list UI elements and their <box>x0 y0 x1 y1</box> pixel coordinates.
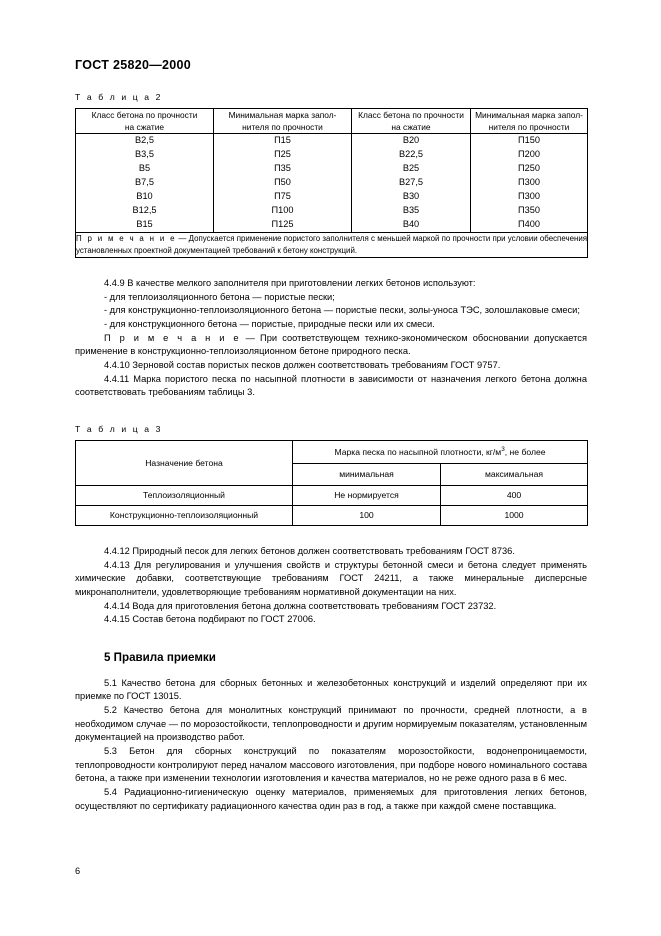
clause-4-4-9-note <box>75 332 587 359</box>
clause-4-4-13: 4.4.13 Для регулирования и улучшения свойств и структуры бетонной смеси и бетона следует применять химические добавки, соответствующие требованиям ГОСТ 24211, а также минеральные дисперсные микронаполнители, удовлетворяющие требованиям нормативной документации на них. <box>75 559 587 597</box>
table2-col2-header-line2: нителя по прочности <box>242 122 323 133</box>
clause-5-3: 5.3 Бетон для сборных конструкций по показателям морозостойкости, водонепроницаемости, теплопроводности контролируют перед началом массового изготовления, при подборе нового номинального состава бетона, а также при изменении технологии изготовления и качества материалов, но не реже одного раза в 6 мес. <box>75 746 587 784</box>
table2-note-label: П р и м е ч а н и е <box>76 234 177 244</box>
clause-4-4-15: 4.4.15 Состав бетона подбирают по ГОСТ 27006. <box>104 614 316 625</box>
table2-caption: Т а б л и ц а 2 <box>75 92 163 102</box>
table3-row <box>76 505 588 525</box>
table2-col3-header-line1: Класс бетона по прочности <box>358 110 464 120</box>
table3-subheader-min: минимальная <box>293 463 441 485</box>
page-number: 6 <box>75 866 81 876</box>
table2-note <box>76 233 588 258</box>
table3-col1-header: Назначение бетона <box>76 440 293 485</box>
clause-4-4-9-intro: 4.4.9 В качестве мелкого заполнителя при приготовлении легких бетонов используют: <box>104 277 476 288</box>
table2-col2-header <box>214 109 352 134</box>
table2-note-row <box>76 233 588 258</box>
table2-col1-values: В2,5 В3,5 В5 В7,5 В10 В12,5 В15 <box>76 134 214 233</box>
table2-col4-header-line2: нителя по прочности <box>488 122 570 133</box>
table2 <box>75 108 588 258</box>
table3-caption: Т а б л и ц а 3 <box>75 423 163 434</box>
clause-4-4-9-note-text: — При соответствующем технико-экономическом обосновании допускается применение в конструкционно-теплоизоляционном бетоне природного песка. <box>75 332 587 357</box>
table2-col3-header <box>352 109 471 134</box>
table3-row2-name: Конструкционно-теплоизоляционный <box>76 505 293 525</box>
table2-col2-values: П15 П25 П35 П50 П75 П100 П125 <box>214 134 352 233</box>
clause-4-4-11: 4.4.11 Марка пористого песка по насыпной плотности в зависимости от назначения легкого бетона должна соответствовать требованиям таблицы 3. <box>75 373 587 398</box>
table2-col4-header-line1: Минимальная марка запол- <box>475 110 583 120</box>
table3-group-header <box>293 440 588 463</box>
table2-col2-header-line1: Минимальная марка запол- <box>228 110 337 120</box>
table2-col1-header-line1: Класс бетона по прочности <box>91 110 198 120</box>
clause-4-4-9-item-3: - для конструкционного бетона — пористые, природные пески или их смеси. <box>104 318 435 329</box>
table3-group-header-sup: 3 <box>501 446 505 454</box>
table2-col4-values: П150 П200 П250 П300 П300 П350 П400 <box>471 134 588 233</box>
standard-number-header: ГОСТ 25820—2000 <box>75 58 192 72</box>
clause-5-4: 5.4 Радиационно-гигиеническую оценку материалов, применяемых для приготовления легких бетонов, осуществляют по сертификату радиационного качества один раз в год, а также при каждой смене поставщика. <box>75 787 587 811</box>
clause-4-4-9-item-2: - для конструкционно-теплоизоляционного бетона — пористые пески, золы-уноса ТЭС, золошлаковые смеси; <box>104 305 580 316</box>
clause-5-2: 5.2 Качество бетона для монолитных конструкций принимают по прочности, средней плотности, а в необходимом случае — по морозостойкости, теплопроводности и другим нормируемым показателям, установленным документацией на производство работ. <box>75 705 587 743</box>
table2-col3-header-line2: на сжатие <box>391 122 431 133</box>
table2-col3-values: В20 В22,5 В25 В27,5 В30 В35 В40 <box>352 134 471 233</box>
table3-row1-max: 400 <box>441 485 588 505</box>
table3-row2-min: 100 <box>293 505 441 525</box>
clause-4-4-9-note-label: П р и м е ч а н и е <box>104 332 241 343</box>
table2-col1-header <box>76 109 214 134</box>
table3-group-header-suffix: , не более <box>504 446 546 457</box>
table2-header-row <box>76 109 588 134</box>
clause-4-4-12: 4.4.12 Природный песок для легких бетонов должен соответствовать требованиям ГОСТ 8736. <box>104 545 515 556</box>
table3 <box>75 440 588 526</box>
table2-note-text: — Допускается применение пористого заполнителя с меньшей маркой по прочности при условии обеспечения установленных проектной документацией требований к бетону конструкций. <box>76 234 587 256</box>
page-content <box>75 92 587 813</box>
clause-4-4-9-item-1: - для теплоизоляционного бетона — пористые пески; <box>104 291 335 302</box>
table3-row <box>76 485 588 505</box>
table3-row2-max: 1000 <box>441 505 588 525</box>
table2-col1-header-line2: на сжатие <box>124 122 165 133</box>
clause-5-1: 5.1 Качество бетона для сборных бетонных и железобетонных конструкций и изделий определяют при их приемке по ГОСТ 13015. <box>75 677 587 702</box>
table2-col4-header <box>471 109 588 134</box>
table3-subheader-max: максимальная <box>441 463 588 485</box>
table3-header-row-1 <box>76 440 588 463</box>
table2-data-row <box>76 134 588 233</box>
section-5-heading: 5 Правила приемки <box>104 650 216 664</box>
clause-4-4-10: 4.4.10 Зерновой состав пористых песков должен соответствовать требованиям ГОСТ 9757. <box>104 359 501 370</box>
table3-row1-min: Не нормируется <box>293 485 441 505</box>
clause-4-4-14: 4.4.14 Вода для приготовления бетона должна соответствовать требованиям ГОСТ 23732. <box>104 600 497 611</box>
table3-group-header-prefix: Марка песка по насыпной плотности, кг/м <box>334 446 502 457</box>
table3-row1-name: Теплоизоляционный <box>76 485 293 505</box>
